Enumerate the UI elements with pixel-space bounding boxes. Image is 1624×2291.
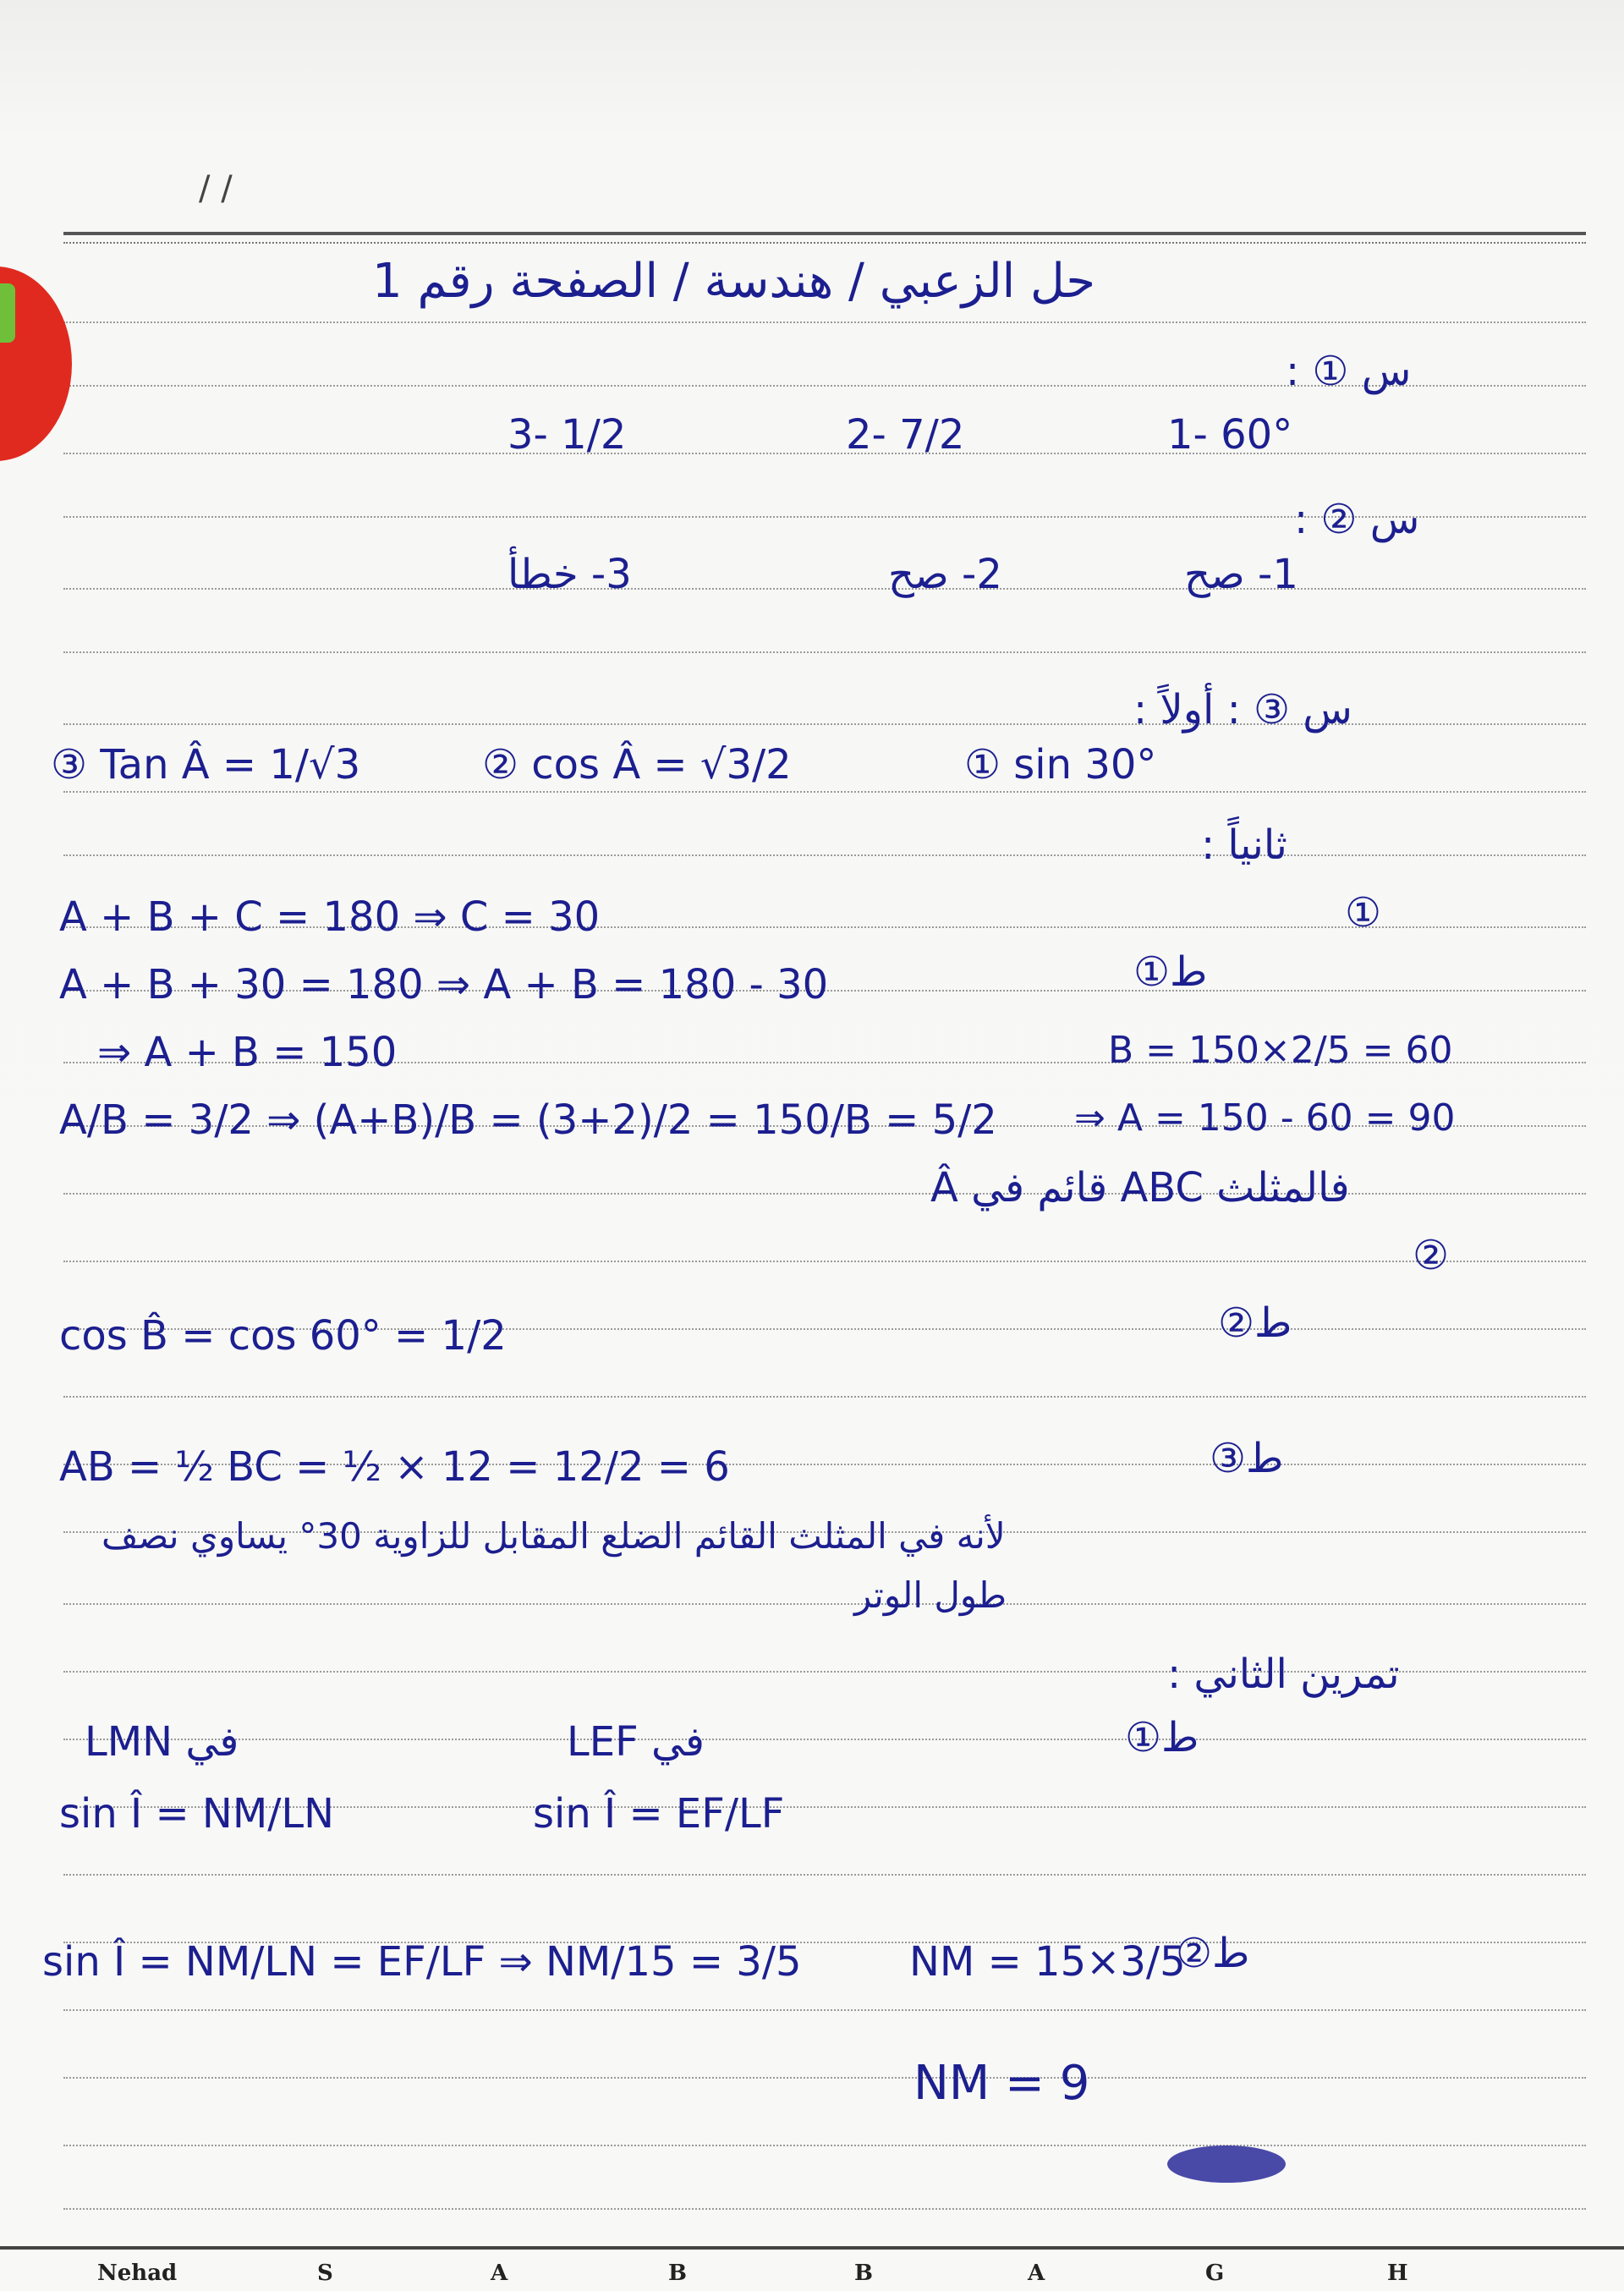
ruled-line	[63, 723, 1586, 725]
footer-letter: G	[1205, 2261, 1225, 2286]
triangle-lef-label: في LEF	[567, 1718, 705, 1766]
q3-part-1: ① sin 30°	[964, 741, 1157, 788]
a-value: ⇒ A = 150 - 60 = 90	[1074, 1096, 1456, 1140]
ruled-line	[63, 2077, 1586, 2079]
ruled-line	[63, 1396, 1586, 1398]
footer-letter: B	[668, 2261, 687, 2286]
ruled-line	[63, 1261, 1586, 1262]
ruled-line	[63, 791, 1586, 793]
cos-b-line: cos B̂ = cos 60° = 1/2	[59, 1312, 507, 1360]
header-rule-dotted	[63, 242, 1586, 244]
nm-calculation: NM = 15×3/5	[909, 1938, 1186, 1986]
ruled-line	[63, 1874, 1586, 1876]
ab-line: AB = ½ BC = ½ × 12 = 12/2 = 6	[59, 1443, 730, 1491]
footer-letter: A	[491, 2261, 508, 2286]
b-value: B = 150×2/5 = 60	[1108, 1029, 1453, 1072]
ruled-line	[63, 1739, 1586, 1740]
footer-brand: Nehad	[97, 2261, 178, 2286]
q2-answer-1: 1- صح	[1184, 551, 1298, 598]
footer-letter: A	[1028, 2261, 1045, 2286]
q2-answer-3: 3- خطأ	[508, 551, 632, 598]
work-line-4: A/B = 3/2 ⇒ (A+B)/B = (3+2)/2 = 150/B = 5/2	[59, 1096, 997, 1144]
q3-second-label: ثانياً :	[1201, 821, 1287, 869]
answer-badge-3: ط③	[1210, 1435, 1284, 1482]
ruled-line	[63, 1193, 1586, 1195]
reason-line-1: لأنه في المثلث القائم الضلع المقابل للزاوية 30° يساوي نصف	[102, 1515, 1006, 1557]
q3-part-3: ③ Tan Â = 1/√3	[51, 741, 361, 788]
triangle-conclusion: فالمثلث ABC قائم في Â	[930, 1164, 1350, 1211]
q3-number-2: ②	[1413, 1232, 1450, 1279]
work-line-2: A + B + 30 = 180 ⇒ A + B = 180 - 30	[59, 961, 829, 1008]
exercise-2-label: تمرين الثاني :	[1167, 1651, 1400, 1698]
sin-lmn-equation: sin Î = NM/LN	[59, 1790, 335, 1838]
header-rule	[63, 232, 1586, 235]
date-ticks: / /	[199, 169, 233, 208]
q1-answer-3: 3- 1/2	[508, 411, 627, 459]
sin-lef-equation: sin Î = EF/LF	[533, 1790, 785, 1838]
ruled-line	[63, 453, 1586, 454]
ruled-line	[63, 854, 1586, 856]
ruled-line	[63, 2208, 1586, 2210]
footer-letter: B	[854, 2261, 873, 2286]
exercise-2-badge-2: ط②	[1176, 1930, 1250, 1977]
ruled-line	[63, 321, 1586, 323]
q1-answer-1: 1- 60°	[1167, 411, 1293, 459]
q3-label: س ③ : أولاً :	[1133, 686, 1352, 733]
q2-label: س ② :	[1294, 496, 1420, 543]
footer-letter: S	[317, 2261, 333, 2286]
answer-badge-1: ط①	[1133, 948, 1208, 996]
footer-letter: H	[1387, 2261, 1408, 2286]
answer-badge-2: ط②	[1218, 1299, 1292, 1347]
work-line-1: A + B + C = 180 ⇒ C = 30	[59, 893, 601, 941]
green-tab-marker	[0, 283, 15, 343]
ruled-line	[63, 588, 1586, 590]
page-title: حل الزعبي / هندسة / الصفحة رقم 1	[372, 254, 1096, 309]
q1-answer-2: 2- 7/2	[846, 411, 965, 459]
footer-rule	[0, 2246, 1624, 2250]
q3-number-1: ①	[1345, 889, 1382, 937]
ink-scribble	[1167, 2145, 1286, 2183]
ruled-line	[63, 2145, 1586, 2146]
ruled-line	[63, 651, 1586, 653]
final-result: NM = 9	[914, 2056, 1090, 2111]
reason-line-2: طول الوتر	[854, 1574, 1007, 1616]
q2-answer-2: 2- صح	[888, 551, 1002, 598]
ruled-line	[63, 2009, 1586, 2011]
ratio-line: sin Î = NM/LN = EF/LF ⇒ NM/15 = 3/5	[42, 1938, 802, 1986]
triangle-lmn-label: في LMN	[85, 1718, 239, 1766]
q1-label: س ① :	[1286, 348, 1412, 395]
exercise-2-badge-1: ط①	[1125, 1714, 1199, 1761]
ruled-line	[63, 1603, 1586, 1605]
q3-part-2: ② cos Â = √3/2	[482, 741, 792, 788]
work-line-3: ⇒ A + B = 150	[97, 1029, 398, 1076]
